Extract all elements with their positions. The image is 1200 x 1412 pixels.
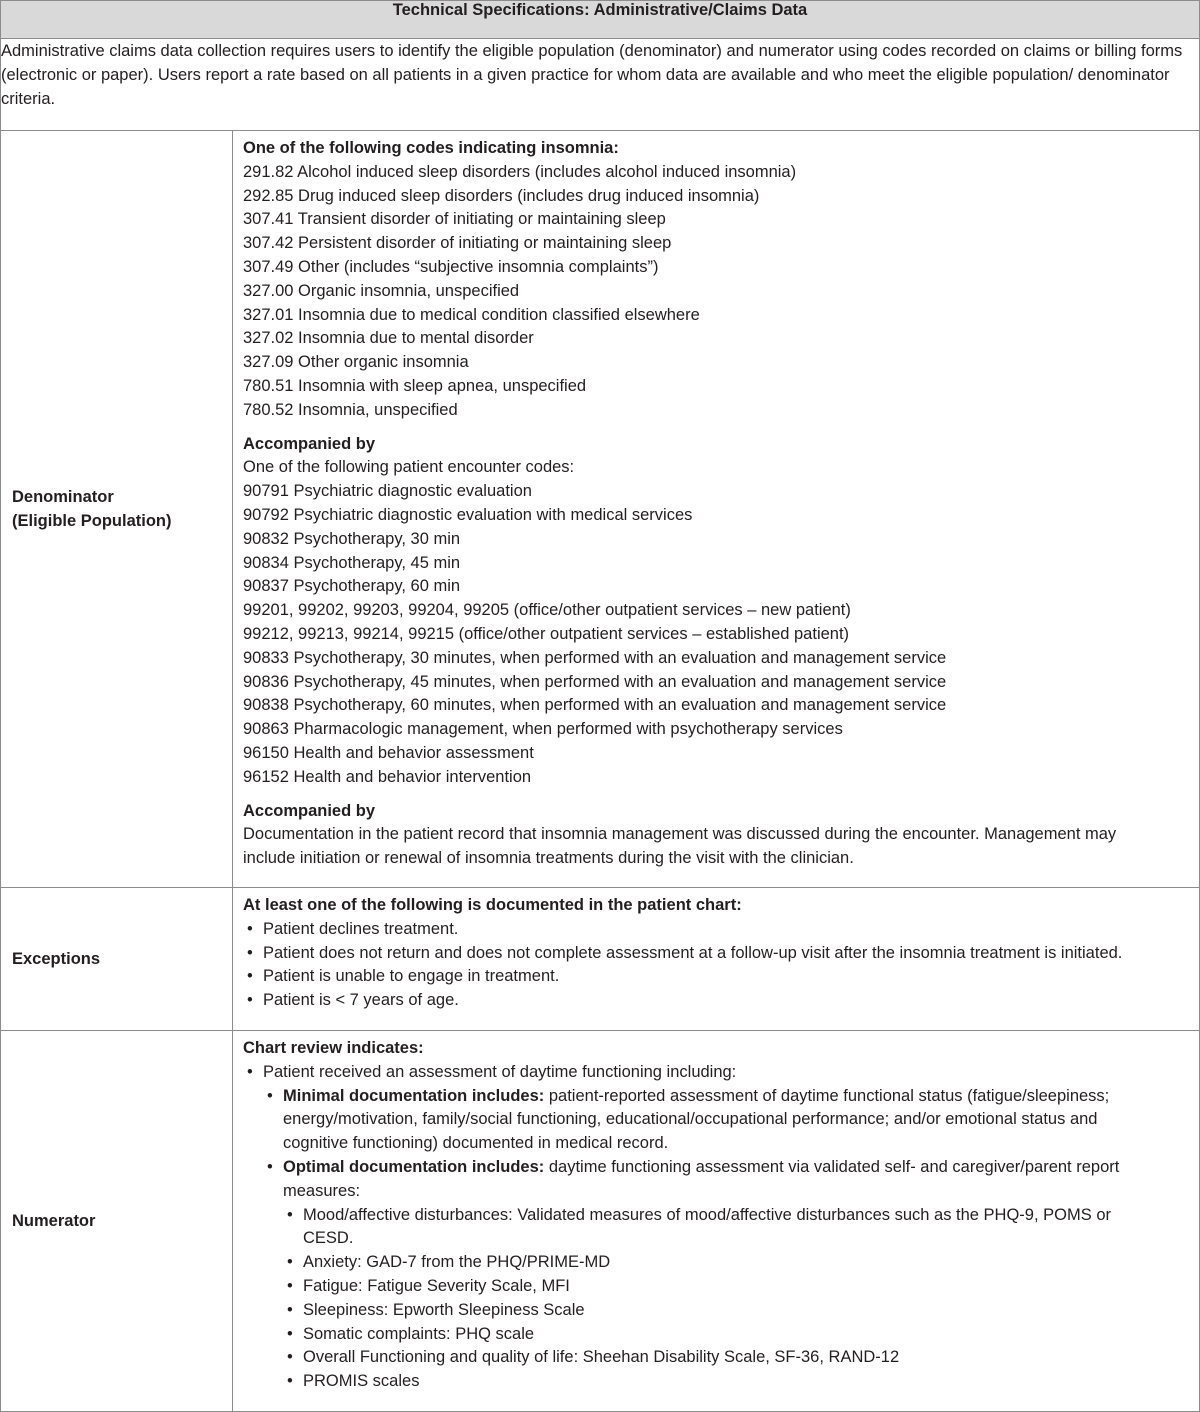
list-item: • Overall Functioning and quality of life: Sheehan Disability Scale, SF-36, RAND-12 bbox=[283, 1346, 1189, 1370]
accompanied-by-heading: Accompanied by bbox=[243, 801, 376, 820]
encounter-code: 90832 Psychotherapy, 30 min bbox=[243, 529, 461, 548]
encounter-code: 99201, 99202, 99203, 99204, 99205 (office/other outpatient services – new patient) bbox=[243, 601, 851, 620]
encounter-code: 90834 Psychotherapy, 45 min bbox=[243, 553, 461, 572]
exceptions-content bbox=[233, 888, 1200, 1031]
exceptions-row bbox=[1, 888, 1200, 1031]
insomnia-code: 327.00 Organic insomnia, unspecified bbox=[243, 281, 520, 300]
list-item: • Patient declines treatment. bbox=[243, 918, 1189, 942]
insomnia-code-list bbox=[243, 161, 1189, 423]
encounter-code: 99212, 99213, 99214, 99215 (office/other outpatient services – established patient) bbox=[243, 624, 850, 643]
numerator-row bbox=[1, 1031, 1200, 1412]
optimal-documentation-text-2: measures: bbox=[283, 1181, 361, 1200]
numerator-label: Numerator bbox=[1, 1031, 233, 1412]
insomnia-code: 307.42 Persistent disorder of initiating or maintaining sleep bbox=[243, 234, 672, 253]
documentation-levels-list bbox=[263, 1085, 1189, 1394]
accompanied-by-heading: Accompanied by bbox=[243, 434, 376, 453]
insomnia-code: 780.52 Insomnia, unspecified bbox=[243, 400, 458, 419]
encounter-codes-intro: One of the following patient encounter codes: bbox=[243, 458, 575, 477]
list-item bbox=[283, 1204, 1189, 1252]
optimal-documentation-label: Optimal documentation includes: bbox=[283, 1157, 545, 1176]
list-item: • Sleepiness: Epworth Sleepiness Scale bbox=[283, 1299, 1189, 1323]
documentation-text-line2: include initiation or renewal of insomnia treatments during the visit with the clinician. bbox=[243, 849, 854, 868]
mood-measure-line2: CESD. bbox=[303, 1229, 354, 1248]
list-item: • Patient does not return and does not complete assessment at a follow-up visit after the insomnia treatment is initiated. bbox=[243, 942, 1189, 966]
numerator-heading: Chart review indicates: bbox=[243, 1039, 424, 1057]
encounter-code: 90792 Psychiatric diagnostic evaluation with medical services bbox=[243, 505, 693, 524]
encounter-code: 90863 Pharmacologic management, when performed with psychotherapy services bbox=[243, 720, 843, 739]
encounter-code: 96152 Health and behavior intervention bbox=[243, 767, 532, 786]
mood-measure-line1: • Mood/affective disturbances: Validated measures of mood/affective disturbances such as the PHQ-9, POMS or bbox=[303, 1205, 1111, 1224]
denominator-label-line2: (Eligible Population) bbox=[12, 512, 172, 530]
insomnia-code: 291.82 Alcohol induced sleep disorders (includes alcohol induced insomnia) bbox=[243, 162, 797, 181]
exceptions-list bbox=[243, 918, 1189, 1013]
measures-list bbox=[283, 1204, 1189, 1394]
spacer bbox=[243, 423, 1189, 433]
minimal-documentation-label: Minimal documentation includes: bbox=[283, 1086, 545, 1105]
minimal-documentation-text-2: energy/motivation, family/social functioning, educational/occupational performance; and/or emotional status and bbox=[283, 1110, 1098, 1129]
insomnia-code: 327.09 Other organic insomnia bbox=[243, 353, 469, 372]
numerator-content bbox=[233, 1031, 1200, 1412]
optimal-documentation-text-1: daytime functioning assessment via validated self- and caregiver/parent report bbox=[544, 1157, 1120, 1176]
intro-row bbox=[1, 39, 1200, 131]
encounter-code: 90791 Psychiatric diagnostic evaluation bbox=[243, 482, 532, 501]
intro-text: Administrative claims data collection requires users to identify the eligible population (denominator) and numerator using codes recorded on claims or billing forms (electronic or paper). Users report a rate based on all patients in a given practice for whom data are available and who meet the eligible population/ denominator criteria. bbox=[1, 39, 1200, 131]
table-title: Technical Specifications: Administrative/Claims Data bbox=[1, 1, 1200, 39]
insomnia-code: 327.01 Insomnia due to medical condition classified elsewhere bbox=[243, 305, 700, 324]
insomnia-code: 780.51 Insomnia with sleep apnea, unspecified bbox=[243, 376, 587, 395]
denominator-label bbox=[1, 131, 233, 888]
encounter-code: 90838 Psychotherapy, 60 minutes, when performed with an evaluation and management service bbox=[243, 696, 947, 715]
insomnia-codes-heading: One of the following codes indicating insomnia: bbox=[243, 139, 619, 157]
list-item bbox=[243, 1061, 1189, 1394]
list-item: • Fatigue: Fatigue Severity Scale, MFI bbox=[283, 1275, 1189, 1299]
minimal-documentation-text-1: patient-reported assessment of daytime functional status (fatigue/sleepiness; bbox=[544, 1086, 1110, 1105]
list-item: • PROMIS scales bbox=[283, 1370, 1189, 1394]
list-item: • Patient is unable to engage in treatment. bbox=[243, 965, 1189, 989]
exceptions-heading: At least one of the following is documented in the patient chart: bbox=[243, 896, 742, 914]
denominator-row bbox=[1, 131, 1200, 888]
encounter-code: 96150 Health and behavior assessment bbox=[243, 743, 534, 762]
exceptions-label: Exceptions bbox=[1, 888, 233, 1031]
list-item: • Patient is < 7 years of age. bbox=[243, 989, 1189, 1013]
denominator-content bbox=[233, 131, 1200, 888]
list-item bbox=[263, 1085, 1189, 1156]
insomnia-code: 307.49 Other (includes “subjective insomnia complaints”) bbox=[243, 257, 659, 276]
documentation-text-line1: Documentation in the patient record that insomnia management was discussed during the encounter. Management may bbox=[243, 825, 1117, 844]
encounter-code: 90837 Psychotherapy, 60 min bbox=[243, 577, 461, 596]
table-title-row bbox=[1, 1, 1200, 39]
list-item: • Somatic complaints: PHQ scale bbox=[283, 1323, 1189, 1347]
list-item bbox=[263, 1156, 1189, 1394]
list-item: • Anxiety: GAD-7 from the PHQ/PRIME-MD bbox=[283, 1251, 1189, 1275]
insomnia-code: 307.41 Transient disorder of initiating or maintaining sleep bbox=[243, 210, 666, 229]
assessment-bullet-text: Patient received an assessment of daytime functioning including: bbox=[263, 1062, 737, 1081]
encounter-code-list bbox=[243, 480, 1189, 789]
minimal-documentation-text-3: cognitive functioning) documented in medical record. bbox=[283, 1134, 669, 1153]
encounter-code: 90836 Psychotherapy, 45 minutes, when performed with an evaluation and management service bbox=[243, 672, 947, 691]
numerator-list bbox=[243, 1061, 1189, 1394]
insomnia-code: 292.85 Drug induced sleep disorders (includes drug induced insomnia) bbox=[243, 186, 760, 205]
encounter-code: 90833 Psychotherapy, 30 minutes, when performed with an evaluation and management service bbox=[243, 648, 947, 667]
denominator-label-line1: Denominator bbox=[12, 488, 114, 506]
spacer bbox=[243, 790, 1189, 800]
insomnia-code: 327.02 Insomnia due to mental disorder bbox=[243, 329, 534, 348]
